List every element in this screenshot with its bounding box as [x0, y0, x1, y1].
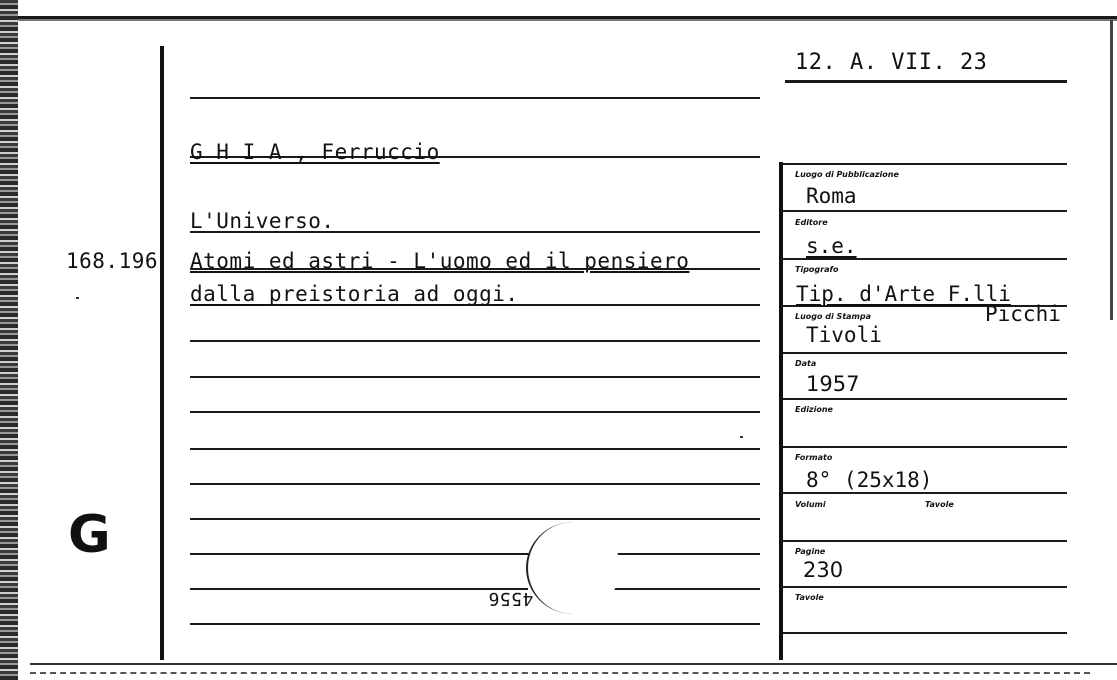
box-rule-9 — [783, 586, 1067, 588]
label-place-print: Luogo di Stampa — [795, 312, 871, 321]
title-line-1: L'Universo. — [190, 209, 335, 233]
body-rule-9 — [190, 448, 760, 450]
body-rule-13a — [190, 588, 528, 590]
inventory-stamp: 4556 — [488, 588, 534, 609]
author-line: G H I A , Ferruccio — [190, 140, 440, 164]
label-volumes: Volumi — [795, 500, 826, 509]
body-rule-6 — [190, 340, 760, 342]
box-rule-4 — [783, 352, 1067, 354]
label-plates: Tavole — [925, 500, 954, 509]
label-place-pub: Luogo di Pubblicazione — [795, 170, 899, 179]
classification-number: 168.196 — [66, 249, 159, 273]
shelfmark-rule — [785, 80, 1067, 83]
box-rule-5 — [783, 398, 1067, 400]
value-pages: 230 — [803, 558, 844, 582]
body-rule-14 — [190, 623, 760, 625]
value-printer: Tip. d'Arte F.lli — [796, 282, 1011, 306]
body-rule-8 — [190, 411, 760, 413]
value-date: 1957 — [806, 372, 860, 396]
box-rule-6 — [783, 446, 1067, 448]
box-rule-2 — [783, 258, 1067, 260]
card-left-edge — [0, 0, 18, 680]
body-rule-11 — [190, 518, 760, 520]
body-rule-1 — [190, 97, 760, 99]
body-rule-12b — [612, 553, 760, 555]
label-publisher: Editore — [795, 218, 828, 227]
label-tables: Tavole — [795, 593, 824, 602]
box-rule-7 — [783, 492, 1067, 494]
value-place-print: Tivoli — [806, 323, 882, 347]
body-rule-12a — [190, 553, 530, 555]
label-printer: Tipografo — [795, 265, 839, 274]
value-printer-2: Picchi — [985, 302, 1061, 326]
title-line-3: dalla preistoria ad oggi. — [190, 282, 519, 306]
card-bottom-edge — [30, 663, 1117, 665]
card-right-edge — [1110, 20, 1113, 320]
box-rule-top — [783, 163, 1067, 165]
index-letter: G — [68, 505, 111, 565]
speck — [76, 297, 79, 299]
title-line-2: Atomi ed astri - L'uomo ed il pensiero — [190, 249, 690, 273]
left-margin-rule — [160, 46, 164, 660]
label-edition: Edizione — [795, 405, 833, 414]
value-format: 8° (25x18) — [806, 468, 933, 492]
box-rule-8 — [783, 540, 1067, 542]
label-pages: Pagine — [795, 547, 826, 556]
shelfmark: 12. A. VII. 23 — [795, 50, 988, 75]
label-format: Formato — [795, 453, 833, 462]
punch-hole — [526, 522, 620, 614]
value-publisher: s.e. — [806, 234, 857, 258]
body-rule-10 — [190, 483, 760, 485]
box-rule-1 — [783, 210, 1067, 212]
value-place-pub: Roma — [806, 184, 857, 208]
speck — [740, 436, 743, 438]
card-bottom-dashes — [30, 672, 1090, 674]
label-date: Data — [795, 359, 817, 368]
box-rule-10 — [783, 632, 1067, 634]
body-rule-13b — [612, 588, 760, 590]
card-top-border — [18, 19, 1117, 21]
body-rule-7 — [190, 376, 760, 378]
